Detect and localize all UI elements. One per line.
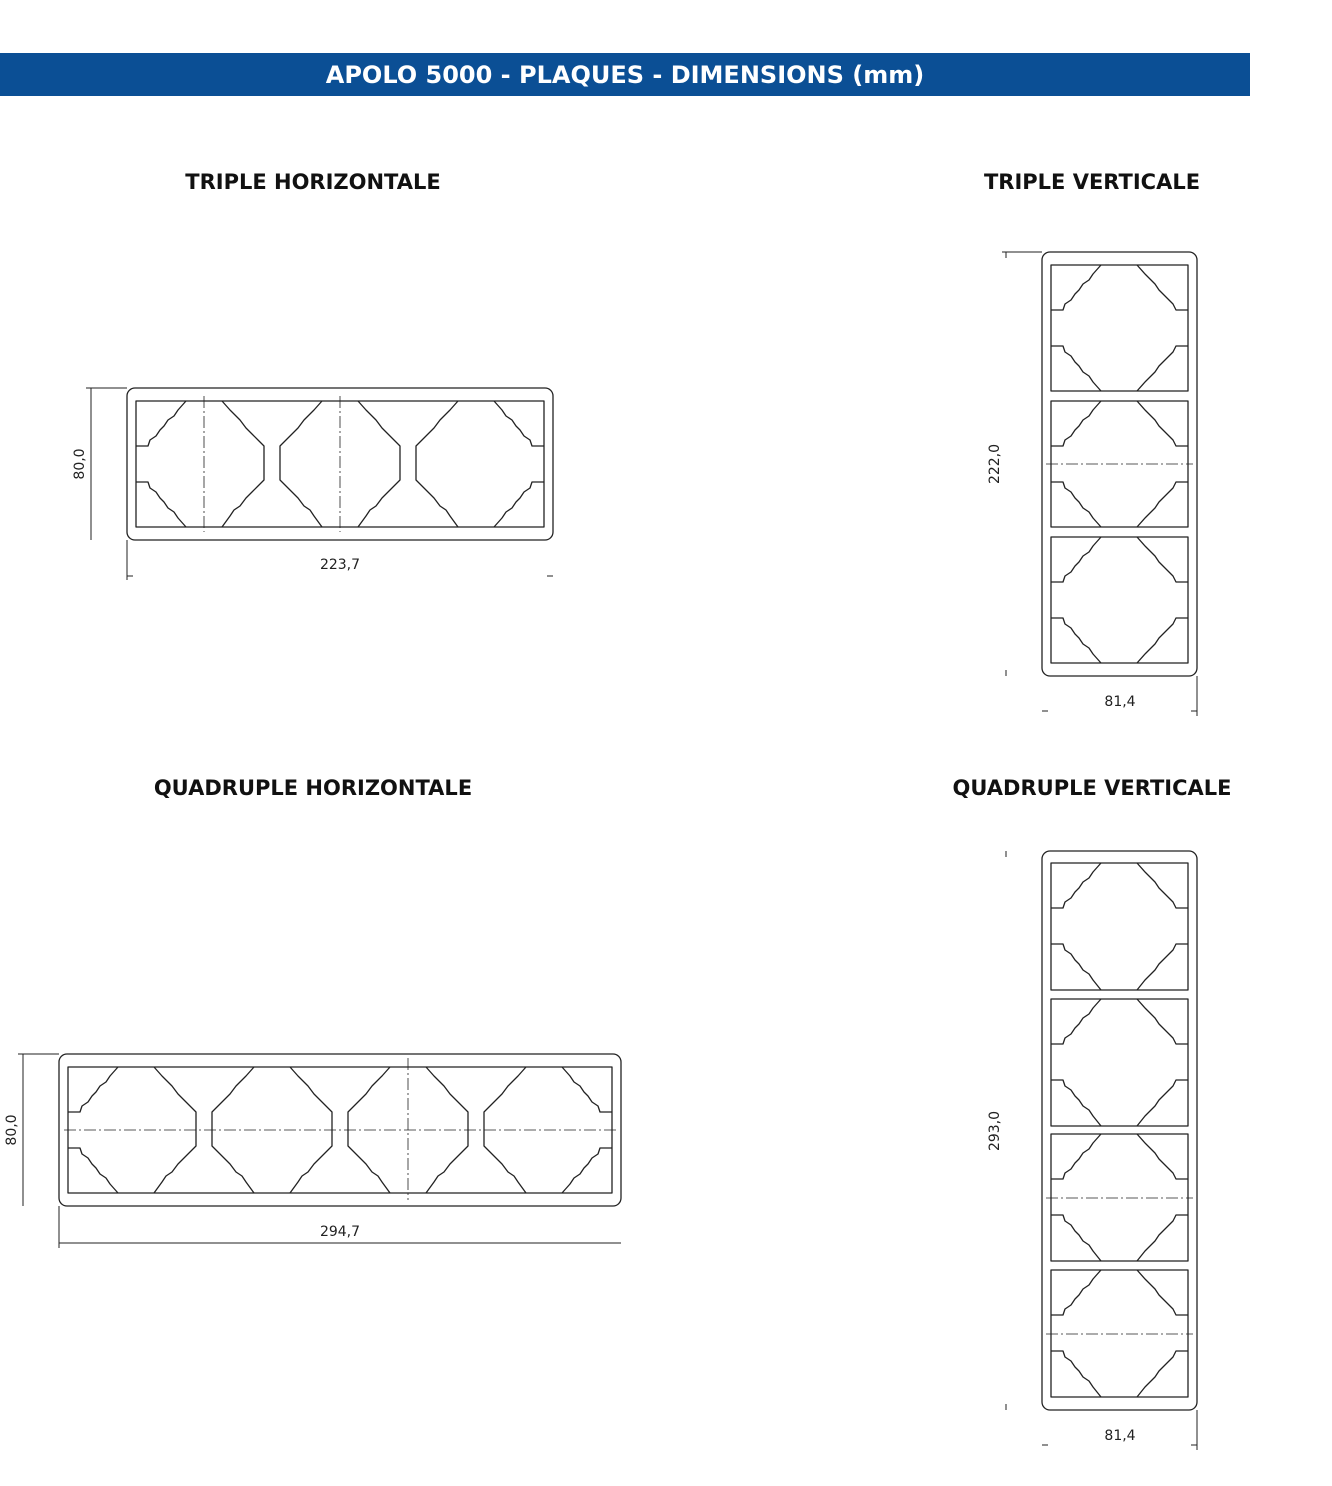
quadruple-vertical-title: QUADRUPLE VERTICALE	[952, 776, 1232, 800]
quadruple-horizontal-height-value: 80,0	[4, 1114, 20, 1146]
triple-horizontal-centerlines	[204, 396, 340, 532]
triple-horizontal-height-value: 80,0	[72, 448, 88, 480]
quadruple-vertical-centerlines	[1046, 1198, 1193, 1334]
triple-vertical-width-value: 81,4	[1104, 694, 1136, 710]
triple-vertical-title: TRIPLE VERTICALE	[983, 170, 1201, 194]
quadruple-vertical-height-value: 293,0	[987, 1110, 1003, 1152]
quadruple-vertical-width-value: 81,4	[1104, 1428, 1136, 1444]
quadruple-vertical-drawing	[1006, 851, 1197, 1450]
quadruple-vertical-outer-frame	[1042, 851, 1197, 1410]
quadruple-horizontal-width-value: 294,7	[319, 1224, 361, 1240]
triple-horizontal-title: TRIPLE HORIZONTALE	[185, 170, 441, 194]
triple-horizontal-drawing	[86, 388, 553, 580]
triple-vertical-drawing	[1002, 252, 1197, 716]
quadruple-vertical-dimension-lines	[1006, 851, 1197, 1450]
quadruple-vertical-module-frames	[1051, 863, 1188, 1397]
quadruple-vertical-switch-cutouts	[1051, 863, 1188, 1397]
triple-vertical-dimension-lines	[1002, 252, 1197, 716]
quadruple-horizontal-title: QUADRUPLE HORIZONTALE	[153, 776, 473, 800]
triple-horizontal-dimension-lines	[86, 388, 553, 580]
triple-horizontal-width-value: 223,7	[319, 557, 361, 573]
quadruple-horizontal-centerlines	[64, 1058, 616, 1200]
quadruple-horizontal-dimension-lines	[18, 1054, 621, 1248]
triple-vertical-height-value: 222,0	[987, 443, 1003, 485]
quadruple-horizontal-drawing	[18, 1054, 621, 1248]
page-title: APOLO 5000 - PLAQUES - DIMENSIONS (mm)	[325, 60, 925, 89]
